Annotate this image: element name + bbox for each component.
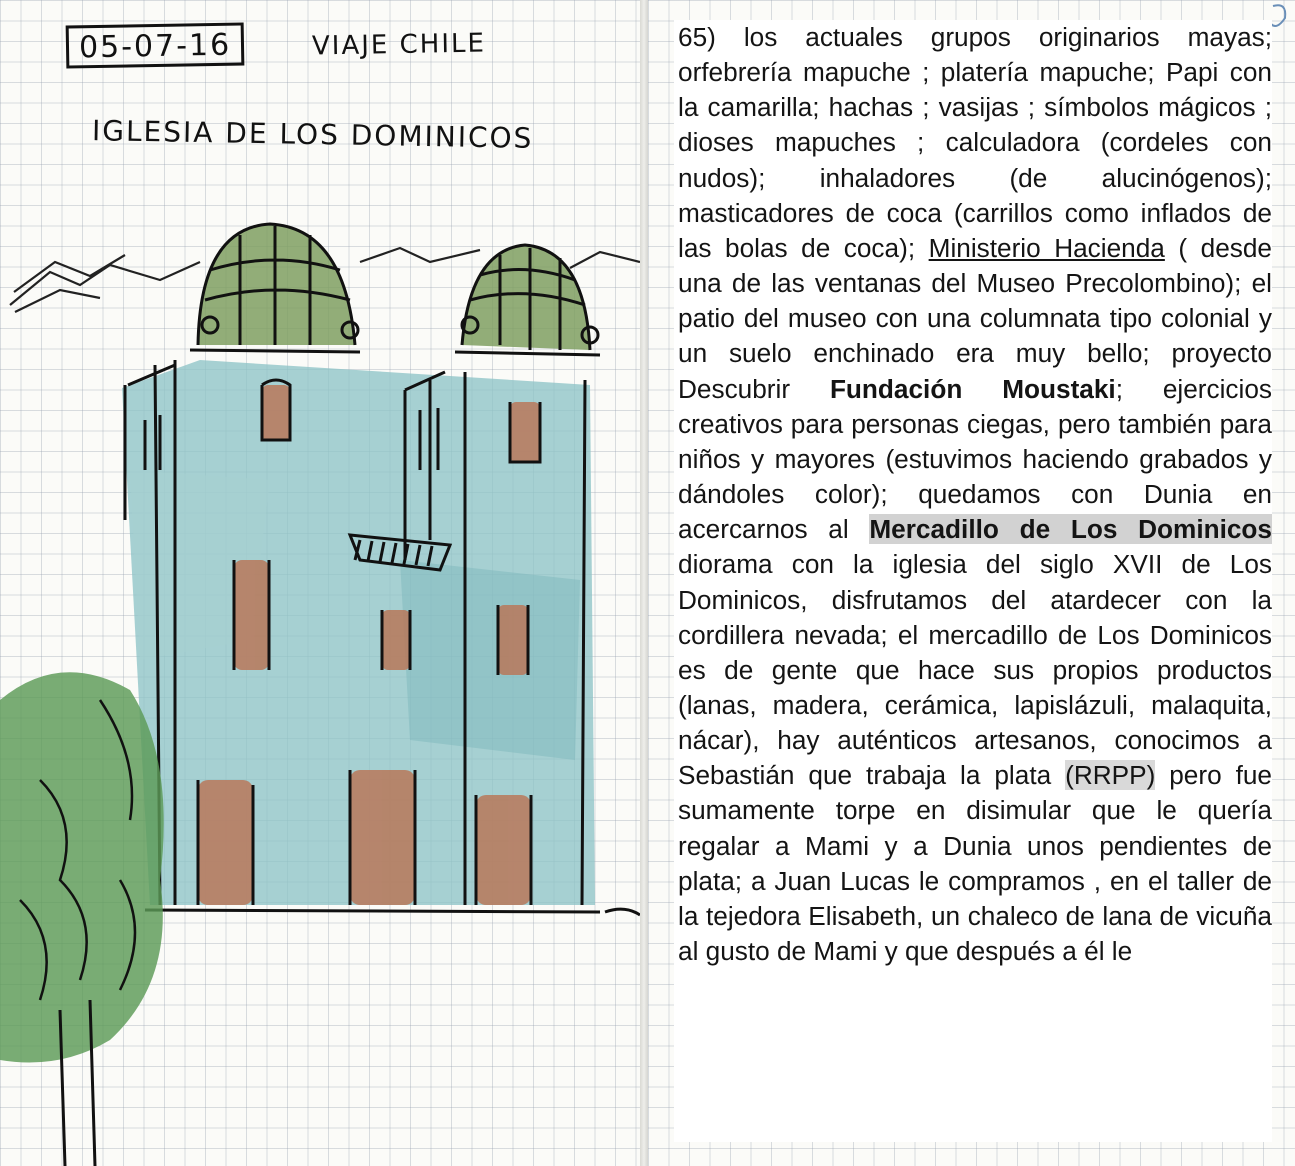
typed-journal-text xyxy=(674,20,1272,1142)
journal-text-1: 65) los actuales grupos originarios mayas; orfebrería mapuche ; platería mapuche; Papi con la camarilla; hachas ; vasijas ; símbolos mágicos ; dioses mapuches ; calculadora (cordeles con nudos); inhaladores (de alucinógenos); masticadores de coca (carrillos como inflados de las bolas de coca); xyxy=(678,22,1272,263)
trip-title: VIAJE CHILE xyxy=(311,28,487,62)
notebook-gutter xyxy=(640,0,648,1166)
church-title: IGLESIA DE LOS DOMINICOS xyxy=(91,114,534,155)
mercadillo-highlight: Mercadillo de Los Dominicos xyxy=(869,514,1272,545)
tree-drawing xyxy=(0,672,164,1166)
church-watercolor-sketch xyxy=(0,215,640,1166)
rrpp-highlight: (RRPP) xyxy=(1065,760,1156,791)
journal-text-2: ( desde una de las ventanas del Museo Precolombino); el patio del museo con una columnata tipo colonial y un suelo enchinado era muy bello; proyecto Descubrir xyxy=(678,232,1272,404)
date-label: 05-07-16 xyxy=(66,22,245,68)
journal-paragraph xyxy=(674,20,1272,969)
journal-text-5: pero fue sumamente torpe en disimular que le quería regalar a Mami y a Dunia unos pendientes de plata; a Juan Lucas le compramos , en el taller de la tejedora Elisabeth, un chaleco de lana de vicuña al gusto de Mami y que después a él le xyxy=(678,760,1272,967)
ministerio-hacienda-link-text: Ministerio Hacienda xyxy=(928,232,1165,263)
fundacion-moustaki-text: Fundación Moustaki xyxy=(829,373,1116,404)
left-notebook-page xyxy=(0,0,640,1166)
journal-text-4: diorama con la iglesia del siglo XVII de Los Dominicos, disfrutamos del atardecer con la cordillera nevada; el mercadillo de Los Dominicos es de gente que hace sus propios productos (lanas, madera, cerámica, lapislázuli, malaquita, nácar), hay auténticos artesanos, conocimos a Sebastián que trabaja la plata xyxy=(678,549,1272,791)
journal-text-3: ; ejercicios creativos para personas ciegas, pero también para niños y mayores (estuvimos haciendo grabados y dándoles color); quedamos con Dunia en acercarnos al xyxy=(678,373,1273,545)
